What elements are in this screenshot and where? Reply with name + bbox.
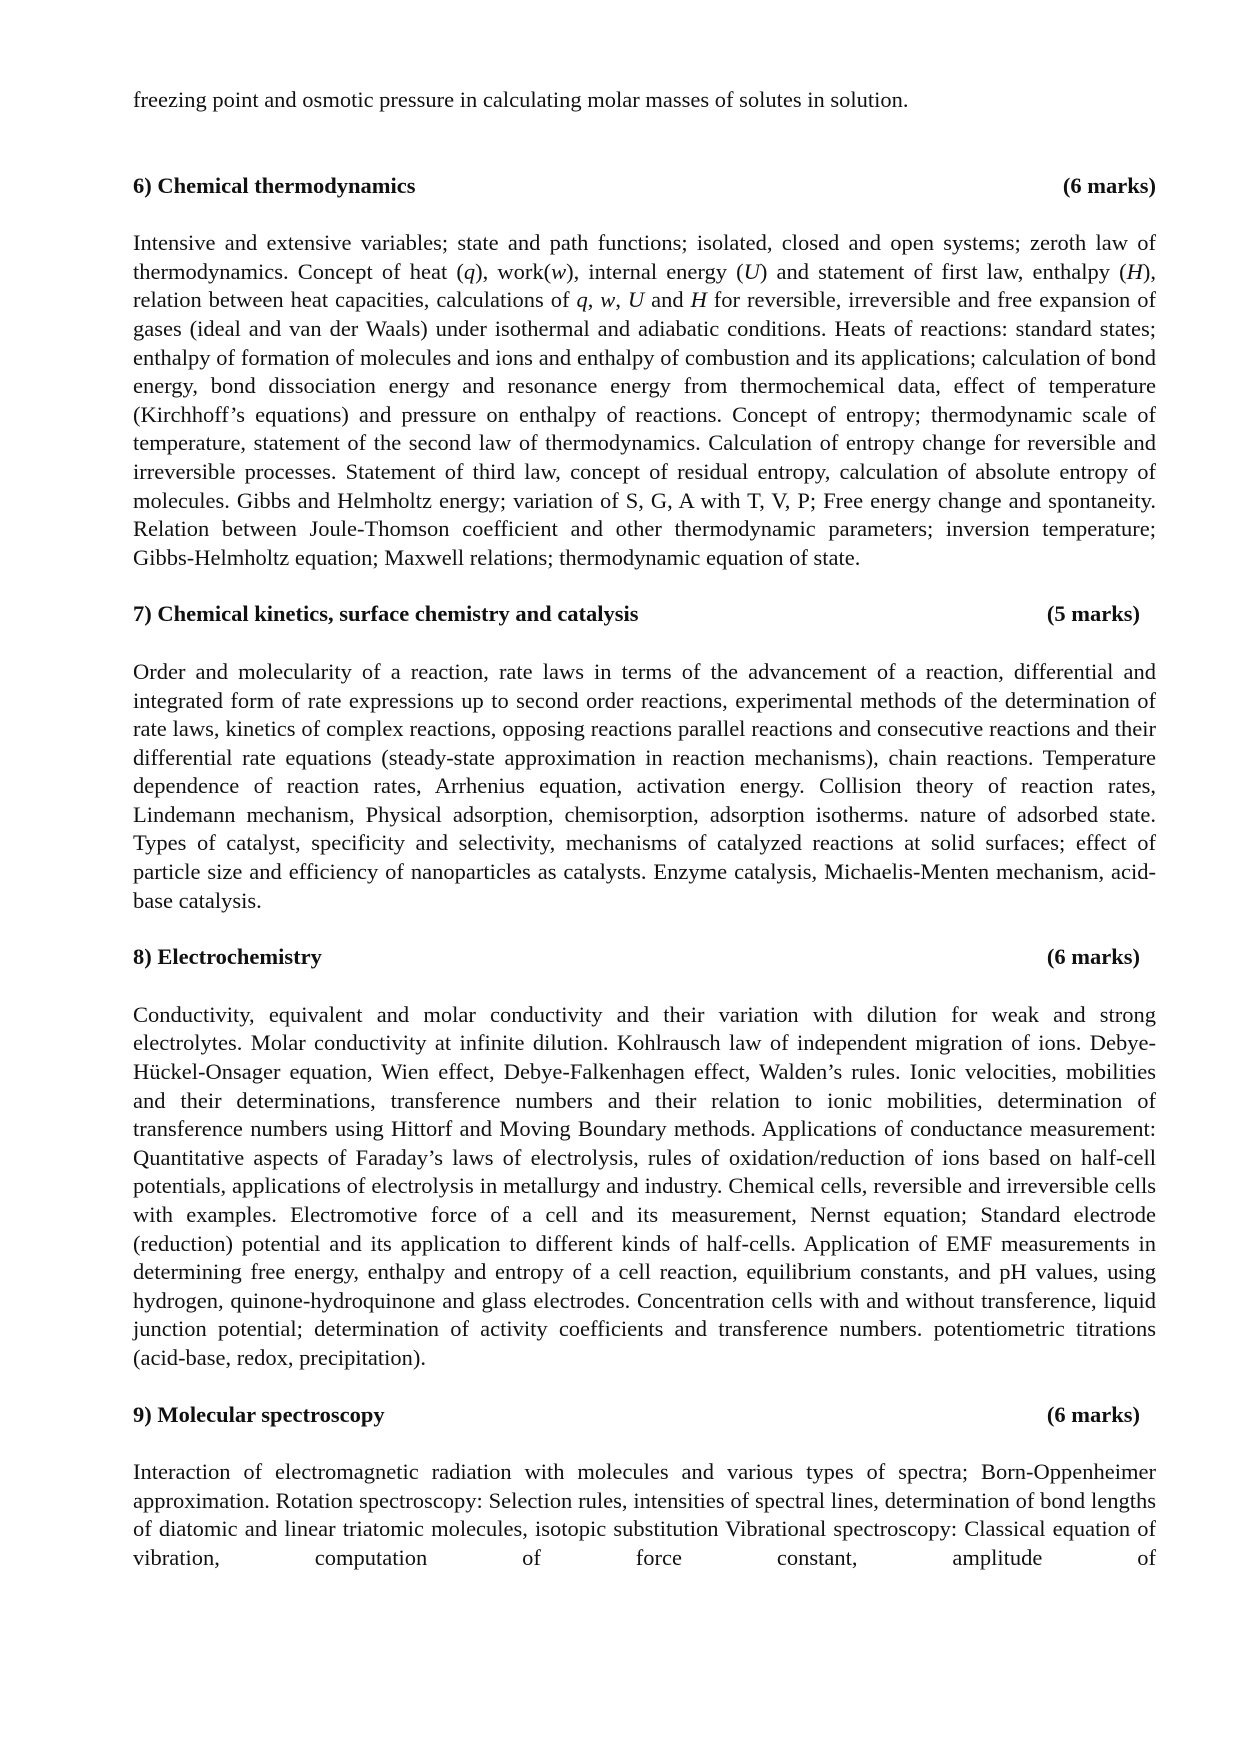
- text-run: ,: [587, 287, 601, 313]
- symbol-w: w: [600, 287, 616, 313]
- spacer: [133, 115, 1156, 172]
- text-run: ) and statement of first law, enthalpy (: [759, 258, 1127, 284]
- text-run: Intensive and extensive variables; state and path functions; isolated, closed and open systems; zeroth law of thermodynamics. Concept of heat (: [133, 230, 1156, 284]
- section-marks: (5 marks): [1046, 601, 1140, 627]
- document-page: [133, 86, 1156, 1573]
- spacer: [133, 972, 1156, 1001]
- section-body-thermodynamics: [133, 229, 1156, 572]
- spacer: [133, 200, 1156, 229]
- symbol-q: q: [576, 287, 588, 313]
- symbol-h: H: [1126, 258, 1143, 284]
- section-title: 6) Chemical thermodynamics: [133, 172, 416, 198]
- text-run: ,: [615, 287, 628, 313]
- text-run: and: [644, 287, 691, 313]
- section-marks: (6 marks): [1062, 172, 1156, 198]
- text-run: ), internal energy (: [566, 258, 744, 284]
- symbol-u: U: [627, 287, 645, 313]
- spacer: [133, 1373, 1156, 1401]
- text-run: for reversible, irreversible and free expansion of gases (ideal and van der Waals) under isothermal and adiabatic conditions. Heats of reactions: standard states; enthalpy of formation of molecules and ions and enthalpy of combustion and its applications; calculation of bond energy, bond dissociation energy and resonance energy from thermochemical data, effect of temperature (Kirchhoff’s equations) and pressure on enthalpy of reactions. Concept of entropy; thermodynamic scale of temperature, statement of the second law of thermodynamics. Calculation of entropy change for reversible and irreversible processes. Statement of third law, concept of residual entropy, calculation of absolute entropy of molecules. Gibbs and Helmholtz energy; variation of S, G, A with T, V, P; Free energy change and spontaneity. Relation between Joule-Thomson coefficient and other thermodynamic parameters; inversion temperature; Gibbs-Helmholtz equation; Maxwell relations; thermodynamic equation of state.: [133, 287, 1157, 570]
- intro-line: freezing point and osmotic pressure in calculating molar masses of solutes in solution.: [133, 87, 909, 112]
- section-heading-electrochemistry: [133, 943, 1140, 972]
- symbol-w: w: [551, 258, 567, 284]
- section-title: 8) Electrochemistry: [133, 944, 322, 970]
- text-run: ), work(: [475, 258, 552, 284]
- spacer: [133, 629, 1156, 658]
- spacer: [133, 915, 1156, 943]
- symbol-u: U: [743, 258, 760, 284]
- spacer: [133, 1429, 1156, 1458]
- section-heading-kinetics: [133, 600, 1140, 629]
- section-body-kinetics: Order and molecularity of a reaction, rate laws in terms of the advancement of a reaction, differential and integrated form of rate expressions up to second order reactions, experimental methods of the determination of rate laws, kinetics of complex reactions, opposing reactions parallel reactions and consecutive reactions and their differential rate equations (steady-state approximation in reaction mechanisms), chain reactions. Temperature dependence of reaction rates, Arrhenius equation, activation energy. Collision theory of reaction rates, Lindemann mechanism, Physical adsorption, chemisorption, adsorption isotherms. nature of adsorbed state. Types of catalyst, specificity and selectivity, mechanisms of catalyzed reactions at solid surfaces; effect of particle size and efficiency of nanoparticles as catalysts. Enzyme catalysis, Michaelis-Menten mechanism, acid-base catalysis.: [133, 658, 1156, 913]
- section-heading-spectroscopy: [133, 1401, 1140, 1430]
- text-run: ), relation between heat capacities, calculations of: [133, 258, 1157, 313]
- section-body-electrochemistry: Conductivity, equivalent and molar conductivity and their variation with dilution for weak and strong electrolytes. Molar conductivity at infinite dilution. Kohlrausch law of independent migration of ions. Debye-Hückel-Onsager equation, Wien effect, Debye-Falkenhagen effect, Walden’s rules. Ionic velocities, mobilities and their determinations, transference numbers and their relation to ionic mobilities, determination of transference numbers using Hittorf and Moving Boundary methods. Applications of conductance measurement: Quantitative aspects of Faraday’s laws of electrolysis, rules of oxidation/reduction of ions based on half-cell potentials, applications of electrolysis in metallurgy and industry. Chemical cells, reversible and irreversible cells with examples. Electromotive force of a cell and its measurement, Nernst equation; Standard electrode (reduction) potential and its application to different kinds of half-cells. Application of EMF measurements in determining free energy, enthalpy and entropy of a cell reaction, equilibrium constants, and pH values, using hydrogen, quinone-hydroquinone and glass electrodes. Concentration cells with and without transference, liquid junction potential; determination of activity coefficients and transference numbers. potentiometric titrations (acid-base, redox, precipitation).: [133, 1001, 1156, 1370]
- section-marks: (6 marks): [1046, 944, 1140, 970]
- section-title: 9) Molecular spectroscopy: [133, 1401, 385, 1427]
- spacer: [133, 572, 1156, 600]
- section-title: 7) Chemical kinetics, surface chemistry and catalysis: [133, 601, 639, 627]
- section-body-spectroscopy: Interaction of electromagnetic radiation with molecules and various types of spectra; Born-Oppenheimer approximation. Rotation spectroscopy: Selection rules, intensities of spectral lines, determination of bond lengths of diatomic and linear triatomic molecules, isotopic substitution Vibrational spectroscopy: Classical equation of vibration, computation of force constant, amplitude of: [133, 1459, 1156, 1570]
- section-marks: (6 marks): [1046, 1401, 1140, 1427]
- symbol-q: q: [463, 258, 476, 284]
- section-heading-thermodynamics: [133, 172, 1156, 201]
- symbol-h: H: [690, 287, 707, 313]
